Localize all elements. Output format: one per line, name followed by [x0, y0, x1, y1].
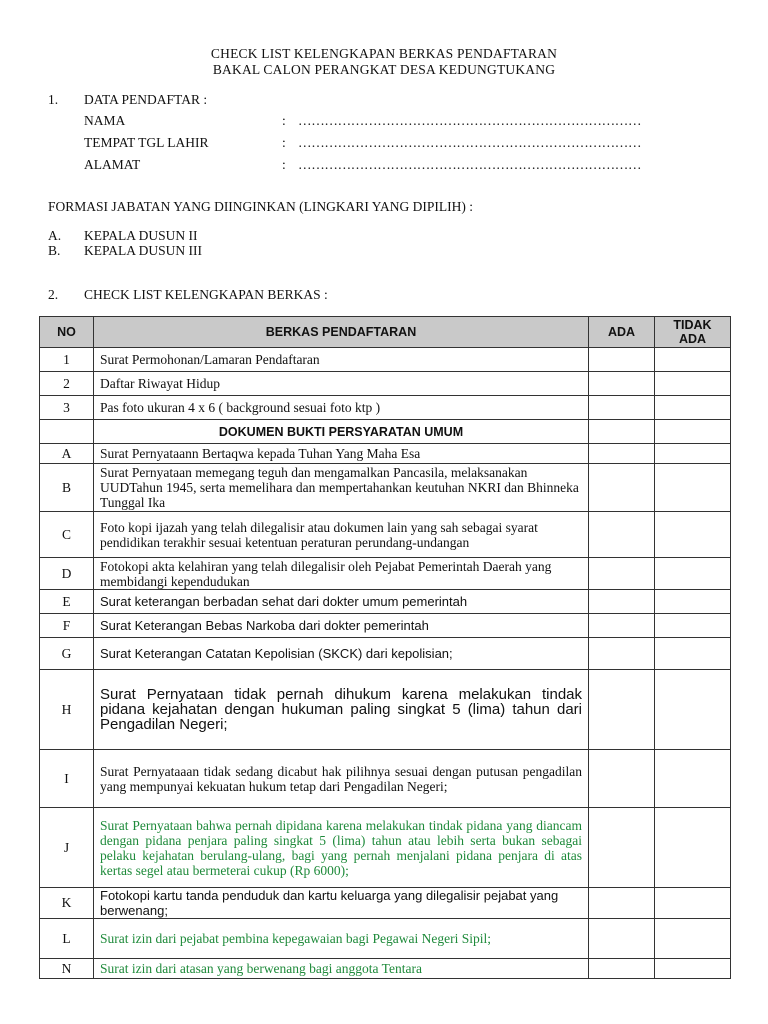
ada-checkbox-cell[interactable]	[589, 614, 655, 638]
tidak-ada-checkbox-cell[interactable]	[655, 590, 731, 614]
field-label: ALAMAT	[84, 157, 141, 172]
table-row	[40, 464, 731, 512]
field-label: NAMA	[84, 113, 126, 128]
table-row	[40, 959, 731, 979]
section2-number: 2.	[48, 287, 59, 302]
row-letter: I	[40, 750, 94, 808]
tidak-ada-checkbox-cell[interactable]	[655, 372, 731, 396]
ada-checkbox-cell[interactable]	[589, 808, 655, 888]
field-dotted-line: ……………………………………………………………………	[298, 113, 642, 128]
tidak-ada-checkbox-cell[interactable]	[655, 888, 731, 919]
row-text: Surat keterangan berbadan sehat dari dokter umum pemerintah	[94, 590, 589, 614]
row-text: Pas foto ukuran 4 x 6 ( background sesuai foto ktp )	[94, 396, 589, 420]
row-text: Surat Keterangan Catatan Kepolisian (SKCK) dari kepolisian;	[94, 638, 589, 670]
ada-checkbox-cell[interactable]	[589, 959, 655, 979]
row-text: Surat Pernyataan memegang teguh dan mengamalkan Pancasila, melaksanakan UUDTahun 1945, serta memelihara dan mempertahankan keutuhan NKRI dan Bhinneka Tunggal Ika	[94, 464, 589, 512]
tidak-ada-checkbox-cell[interactable]	[655, 396, 731, 420]
document-title-line1: CHECK LIST KELENGKAPAN BERKAS PENDAFTARAN	[210, 46, 558, 61]
formasi-option-text: KEPALA DUSUN II	[84, 228, 198, 243]
table-row	[40, 638, 731, 670]
subheading-title: DOKUMEN BUKTI PERSYARATAN UMUM	[94, 420, 589, 444]
formasi-option-letter: B.	[48, 243, 61, 258]
ada-checkbox-cell[interactable]	[589, 512, 655, 558]
document-title-line2: BAKAL CALON PERANGKAT DESA KEDUNGTUKANG	[212, 62, 556, 77]
row-text: Fotokopi akta kelahiran yang telah dilegalisir oleh Pejabat Pemerintah Daerah yang membidangi kependudukan	[94, 558, 589, 590]
tidak-ada-checkbox-cell[interactable]	[655, 638, 731, 670]
formasi-option-text: KEPALA DUSUN III	[84, 243, 203, 258]
table-row	[40, 670, 731, 750]
ada-checkbox-cell[interactable]	[589, 750, 655, 808]
field-colon: :	[282, 135, 286, 150]
row-text: Surat Keterangan Bebas Narkoba dari dokter pemerintah	[94, 614, 589, 638]
row-text: Surat izin dari atasan yang berwenang bagi anggota Tentara	[94, 959, 589, 979]
table-row	[40, 512, 731, 558]
row-letter: C	[40, 512, 94, 558]
row-letter: F	[40, 614, 94, 638]
row-letter: K	[40, 888, 94, 919]
table-row	[40, 919, 731, 959]
tidak-ada-checkbox-cell[interactable]	[655, 464, 731, 512]
table-row	[40, 888, 731, 919]
section1-number: 1.	[48, 92, 59, 107]
tidak-ada-checkbox-cell[interactable]	[655, 558, 731, 590]
tidak-ada-checkbox-cell[interactable]	[655, 750, 731, 808]
table-row	[40, 396, 731, 420]
tidak-ada-checkbox-cell[interactable]	[655, 919, 731, 959]
row-number: 2	[40, 372, 94, 396]
table-header-row	[40, 317, 731, 348]
header-ada: ADA	[589, 317, 655, 348]
table-row	[40, 614, 731, 638]
ada-checkbox-cell[interactable]	[589, 888, 655, 919]
section2-heading: CHECK LIST KELENGKAPAN BERKAS :	[84, 287, 328, 302]
table-row	[40, 444, 731, 464]
table-row	[40, 558, 731, 590]
table-row	[40, 590, 731, 614]
row-letter: D	[40, 558, 94, 590]
row-text: Surat Pernyataan tidak pernah dihukum karena melakukan tindak pidana kejahatan dengan hukuman paling singkat 5 (lima) tahun dari Pengadilan Negeri;	[94, 670, 589, 750]
row-letter: J	[40, 808, 94, 888]
tidak-ada-checkbox-cell[interactable]	[655, 512, 731, 558]
section1-heading: DATA PENDAFTAR :	[84, 92, 208, 107]
row-text: Fotokopi kartu tanda penduduk dan kartu keluarga yang dilegalisir pejabat yang berwenang;	[94, 888, 589, 919]
row-letter: B	[40, 464, 94, 512]
subheading-row	[40, 420, 731, 444]
ada-checkbox-cell[interactable]	[589, 919, 655, 959]
ada-checkbox-cell[interactable]	[589, 348, 655, 372]
field-dotted-line: ……………………………………………………………………	[298, 157, 642, 172]
row-text: Surat Pernyataan bahwa pernah dipidana karena melakukan tindak pidana yang diancam dengan pidana penjara paling singkat 5 (lima) tahun atau lebih serta bukan sebagai pelaku kejahatan berulang-ulang, bagi yang pernah menjalani pidana penjara di atas kertas segel atau bermeterai cukup (Rp 6000);	[94, 808, 589, 888]
ada-checkbox-cell[interactable]	[589, 590, 655, 614]
ada-checkbox-cell[interactable]	[589, 396, 655, 420]
row-text: Surat izin dari pejabat pembina kepegawaian bagi Pegawai Negeri Sipil;	[94, 919, 589, 959]
row-letter: E	[40, 590, 94, 614]
tidak-ada-checkbox-cell[interactable]	[655, 670, 731, 750]
tidak-ada-checkbox-cell[interactable]	[655, 348, 731, 372]
field-dotted-line: ……………………………………………………………………	[298, 135, 642, 150]
tidak-ada-checkbox-cell[interactable]	[655, 808, 731, 888]
row-number: 3	[40, 396, 94, 420]
row-letter: H	[40, 670, 94, 750]
row-text: Foto kopi ijazah yang telah dilegalisir atau dokumen lain yang sah sebagai syarat pendidikan terakhir sesuai ketentuan peraturan perundang-undangan	[94, 512, 589, 558]
checklist-table	[39, 316, 731, 979]
field-colon: :	[282, 157, 286, 172]
row-letter: L	[40, 919, 94, 959]
subheading-spacer	[655, 420, 731, 444]
row-text: Daftar Riwayat Hidup	[94, 372, 589, 396]
table-row	[40, 750, 731, 808]
row-text: Surat Pernyataaan tidak sedang dicabut hak pilihnya sesuai dengan putusan pengadilan yang mempunyai kekuatan hukum tetap dari Pengadilan Negeri;	[94, 750, 589, 808]
field-colon: :	[282, 113, 286, 128]
subheading-spacer	[589, 420, 655, 444]
header-no: NO	[40, 317, 94, 348]
tidak-ada-checkbox-cell[interactable]	[655, 614, 731, 638]
table-row	[40, 372, 731, 396]
header-berkas: BERKAS PENDAFTARAN	[94, 317, 589, 348]
row-text: Surat Pernyataann Bertaqwa kepada Tuhan Yang Maha Esa	[94, 444, 589, 464]
ada-checkbox-cell[interactable]	[589, 464, 655, 512]
field-label: TEMPAT TGL LAHIR	[84, 135, 209, 150]
subheading-spacer	[40, 420, 94, 444]
table-row	[40, 348, 731, 372]
row-text: Surat Permohonan/Lamaran Pendaftaran	[94, 348, 589, 372]
tidak-ada-checkbox-cell[interactable]	[655, 959, 731, 979]
ada-checkbox-cell[interactable]	[589, 558, 655, 590]
ada-checkbox-cell[interactable]	[589, 372, 655, 396]
ada-checkbox-cell[interactable]	[589, 444, 655, 464]
formasi-heading: FORMASI JABATAN YANG DIINGINKAN (LINGKARI YANG DIPILIH) :	[48, 199, 474, 214]
ada-checkbox-cell[interactable]	[589, 638, 655, 670]
row-letter: N	[40, 959, 94, 979]
ada-checkbox-cell[interactable]	[589, 670, 655, 750]
row-letter: G	[40, 638, 94, 670]
header-tidak-ada: TIDAK ADA	[655, 317, 731, 348]
row-letter: A	[40, 444, 94, 464]
formasi-option-letter: A.	[48, 228, 62, 243]
tidak-ada-checkbox-cell[interactable]	[655, 444, 731, 464]
table-row	[40, 808, 731, 888]
row-number: 1	[40, 348, 94, 372]
